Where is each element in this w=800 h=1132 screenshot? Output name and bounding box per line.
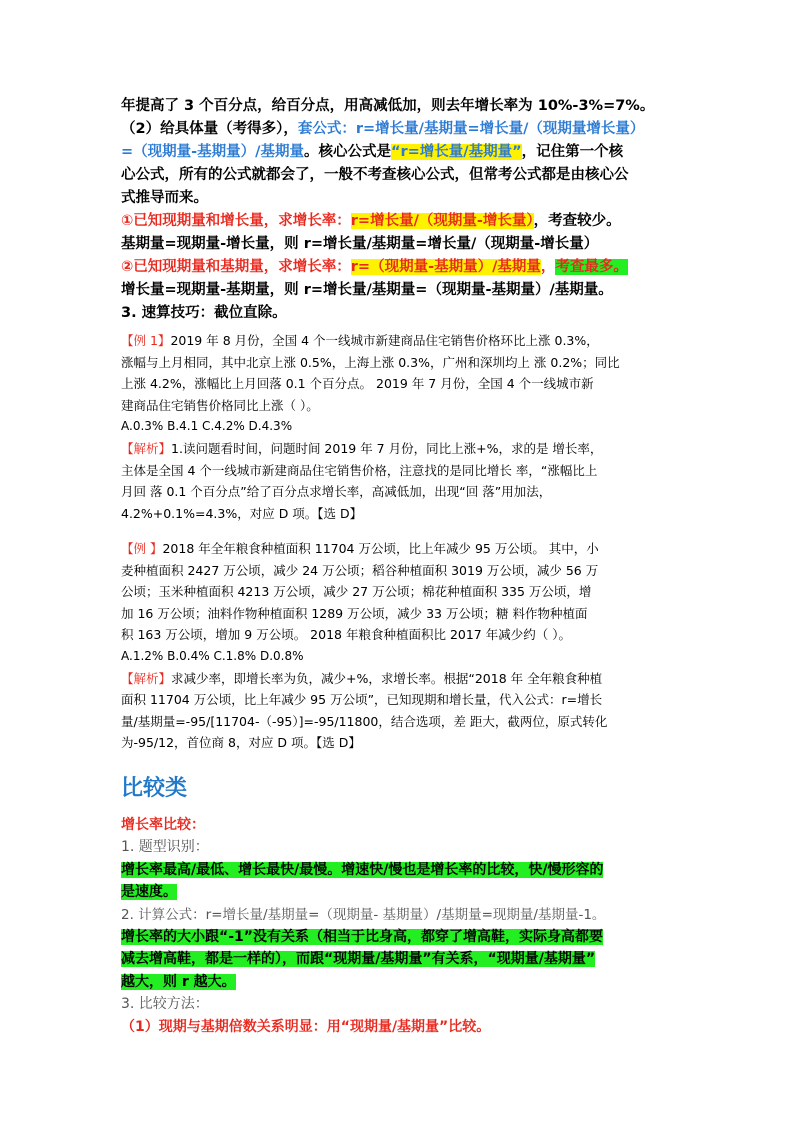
core-formula-highlight: “r=增长量/基期量” <box>390 144 522 160</box>
text-line <box>121 210 681 233</box>
comparison-section <box>121 814 681 1038</box>
frequency-highlight: 考查最多。 <box>555 259 628 275</box>
text-line <box>121 141 681 164</box>
answer-options: A.0.3% B.4.1 C.4.2% D.4.3% <box>121 419 293 434</box>
text-line: 积 163 万公顷，增加 9 万公顷。 2018 年粮食种植面积比 2017 年减少约（ ）。 <box>121 627 571 643</box>
step-heading: 1. 题型识别： <box>121 839 209 856</box>
formula-text: =（现期量-基期量）/基期量 <box>121 144 304 160</box>
formula-highlight: r=（现期量-基期量）/基期量 <box>350 259 541 275</box>
text-line <box>121 538 681 560</box>
section-title: 比较类 <box>121 776 188 801</box>
text-span: 2018 年全年粮食种植面积 11704 万公顷，比上年减少 95 万公顷。 其中，小 <box>162 541 599 556</box>
text-span: 求减少率，即增长率为负，减少+%，求增长率。根据“2018 年 全年粮食种植 <box>171 670 603 686</box>
example-1 <box>121 330 681 524</box>
highlight-text: 减去增高鞋，都是一样的），而跟“现期量/基期量”有关系，“现期量/基期量” <box>121 951 596 968</box>
example-2 <box>121 538 681 754</box>
step-heading: 2. 计算公式：r=增长量/基期量=（现期量- 基期量）/基期量=现期量/基期量-1。 <box>121 906 606 923</box>
highlight-text: 是速度。 <box>121 884 177 901</box>
text-span: 2019 年 8 月份，全国 4 个一线城市新建商品住宅销售价格环比上涨 0.3%， <box>170 333 599 348</box>
text-span: 。核心公式是 <box>303 144 391 160</box>
text-span: ， <box>540 259 556 275</box>
text-line <box>121 118 681 141</box>
text-line <box>121 926 681 948</box>
text-line: 加 16 万公顷；油料作物种植面积 1289 万公顷，减少 33 万公顷；糖 料作物种植面 <box>121 605 588 621</box>
text-line: 建商品住宅销售价格同比上涨（ ）。 <box>121 397 319 413</box>
text-line: 3. 速算技巧：截位直除。 <box>121 305 287 321</box>
subsection-heading: 增长率比较： <box>121 817 205 833</box>
text-line <box>121 859 681 881</box>
text-line: 年提高了 3 个百分点，给百分点，用高减低加，则去年增长率为 10%-3%=7%。 <box>121 98 655 114</box>
text-line: 涨幅与上月相同，其中北京上涨 0.5%，上海上涨 0.3%，广州和深圳均上 涨 0.2%；同比 <box>121 354 620 370</box>
highlight-text: 增长率的大小跟“-1”没有关系（相当于比身高，都穿了增高鞋，实际身高都要 <box>121 929 603 946</box>
method-heading: （1）现期与基期倍数关系明显：用“现期量/基期量”比较。 <box>121 1018 491 1035</box>
example-tag: 【例 】 <box>121 541 163 556</box>
case-heading: ②已知现期量和基期量，求增长率： <box>121 259 351 275</box>
example-tag: 【例 1】 <box>121 333 171 348</box>
text-line: 基期量=现期量-增长量，则 r=增长量/基期量=增长量/（现期量-增长量） <box>121 236 599 252</box>
text-line: 月回 落 0.1 个百分点”给了百分点求增长率，高减低加，出现“回 落”用加法， <box>121 484 552 500</box>
text-line <box>121 438 681 460</box>
text-line <box>121 948 681 970</box>
formula-text: 套公式：r=增长量/基期量=增长量/（现期量增长量） <box>297 121 645 137</box>
text-line: 麦种植面积 2427 万公顷，减少 24 万公顷；稻谷种植面积 3019 万公顷，减少 56 万 <box>121 562 599 578</box>
text-line: 面积 11704 万公顷，比上年减少 95 万公顷”，已知现期和增长量，代入公式：r=增长 <box>121 692 603 708</box>
text-line: 增长量=现期量-基期量，则 r=增长量/基期量=（现期量-基期量）/基期量。 <box>121 282 613 298</box>
text-line: 心公式，所有的公式就都会了，一般不考查核心公式，但常考公式都是由核心公 <box>121 167 629 183</box>
highlight-text: 增长率最高/最低、增长最快/最慢。增速快/慢也是增长率的比较，快/慢形容的 <box>121 861 604 878</box>
text-span: （2）给具体量（考得多）， <box>121 121 298 137</box>
text-line <box>121 256 681 279</box>
highlight-text: 越大，则 r 越大。 <box>121 973 236 990</box>
text-line: 公顷；玉米种植面积 4213 万公顷，减少 27 万公顷；棉花种植面积 335 万公顷，增 <box>121 584 592 600</box>
formula-highlight: r=增长量/（现期量-增长量） <box>350 213 534 229</box>
text-line: 主体是全国 4 个一线城市新建商品住宅销售价格，注意找的是同比增长 率，“涨幅比上 <box>121 462 598 478</box>
text-span: ，记住第一个核 <box>521 144 624 160</box>
analysis-tag: 【解析】 <box>121 670 172 686</box>
text-span: ，考查较少。 <box>533 213 621 229</box>
case-heading: ①已知现期量和增长量，求增长率： <box>121 213 351 229</box>
text-span: 1.读问题看时间，问题时间 2019 年 7 月份，同比上涨+%，求的是 增长率， <box>171 440 603 456</box>
text-line <box>121 668 681 690</box>
text-line: 量/基期量=-95/[11704-（-95）]=-95/11800，结合选项，差 距大，截两位，原式转化 <box>121 713 608 729</box>
text-line: 上涨 4.2%，涨幅比上月回落 0.1 个百分点。 2019 年 7 月份，全国 4 个一线城市新 <box>121 376 594 392</box>
text-line <box>121 330 681 352</box>
text-line: 为-95/12，首位商 8，对应 D 项。【选 D】 <box>121 735 361 751</box>
text-line <box>121 881 681 903</box>
text-line <box>121 971 681 993</box>
text-line: 式推导而来。 <box>121 190 208 206</box>
analysis-tag: 【解析】 <box>121 440 172 456</box>
text-line: 4.2%+0.1%=4.3%，对应 D 项。【选 D】 <box>121 505 363 521</box>
step-heading: 3. 比较方法： <box>121 996 209 1013</box>
answer-options: A.1.2% B.0.4% C.1.8% D.0.8% <box>121 648 304 663</box>
top-section <box>121 95 681 325</box>
